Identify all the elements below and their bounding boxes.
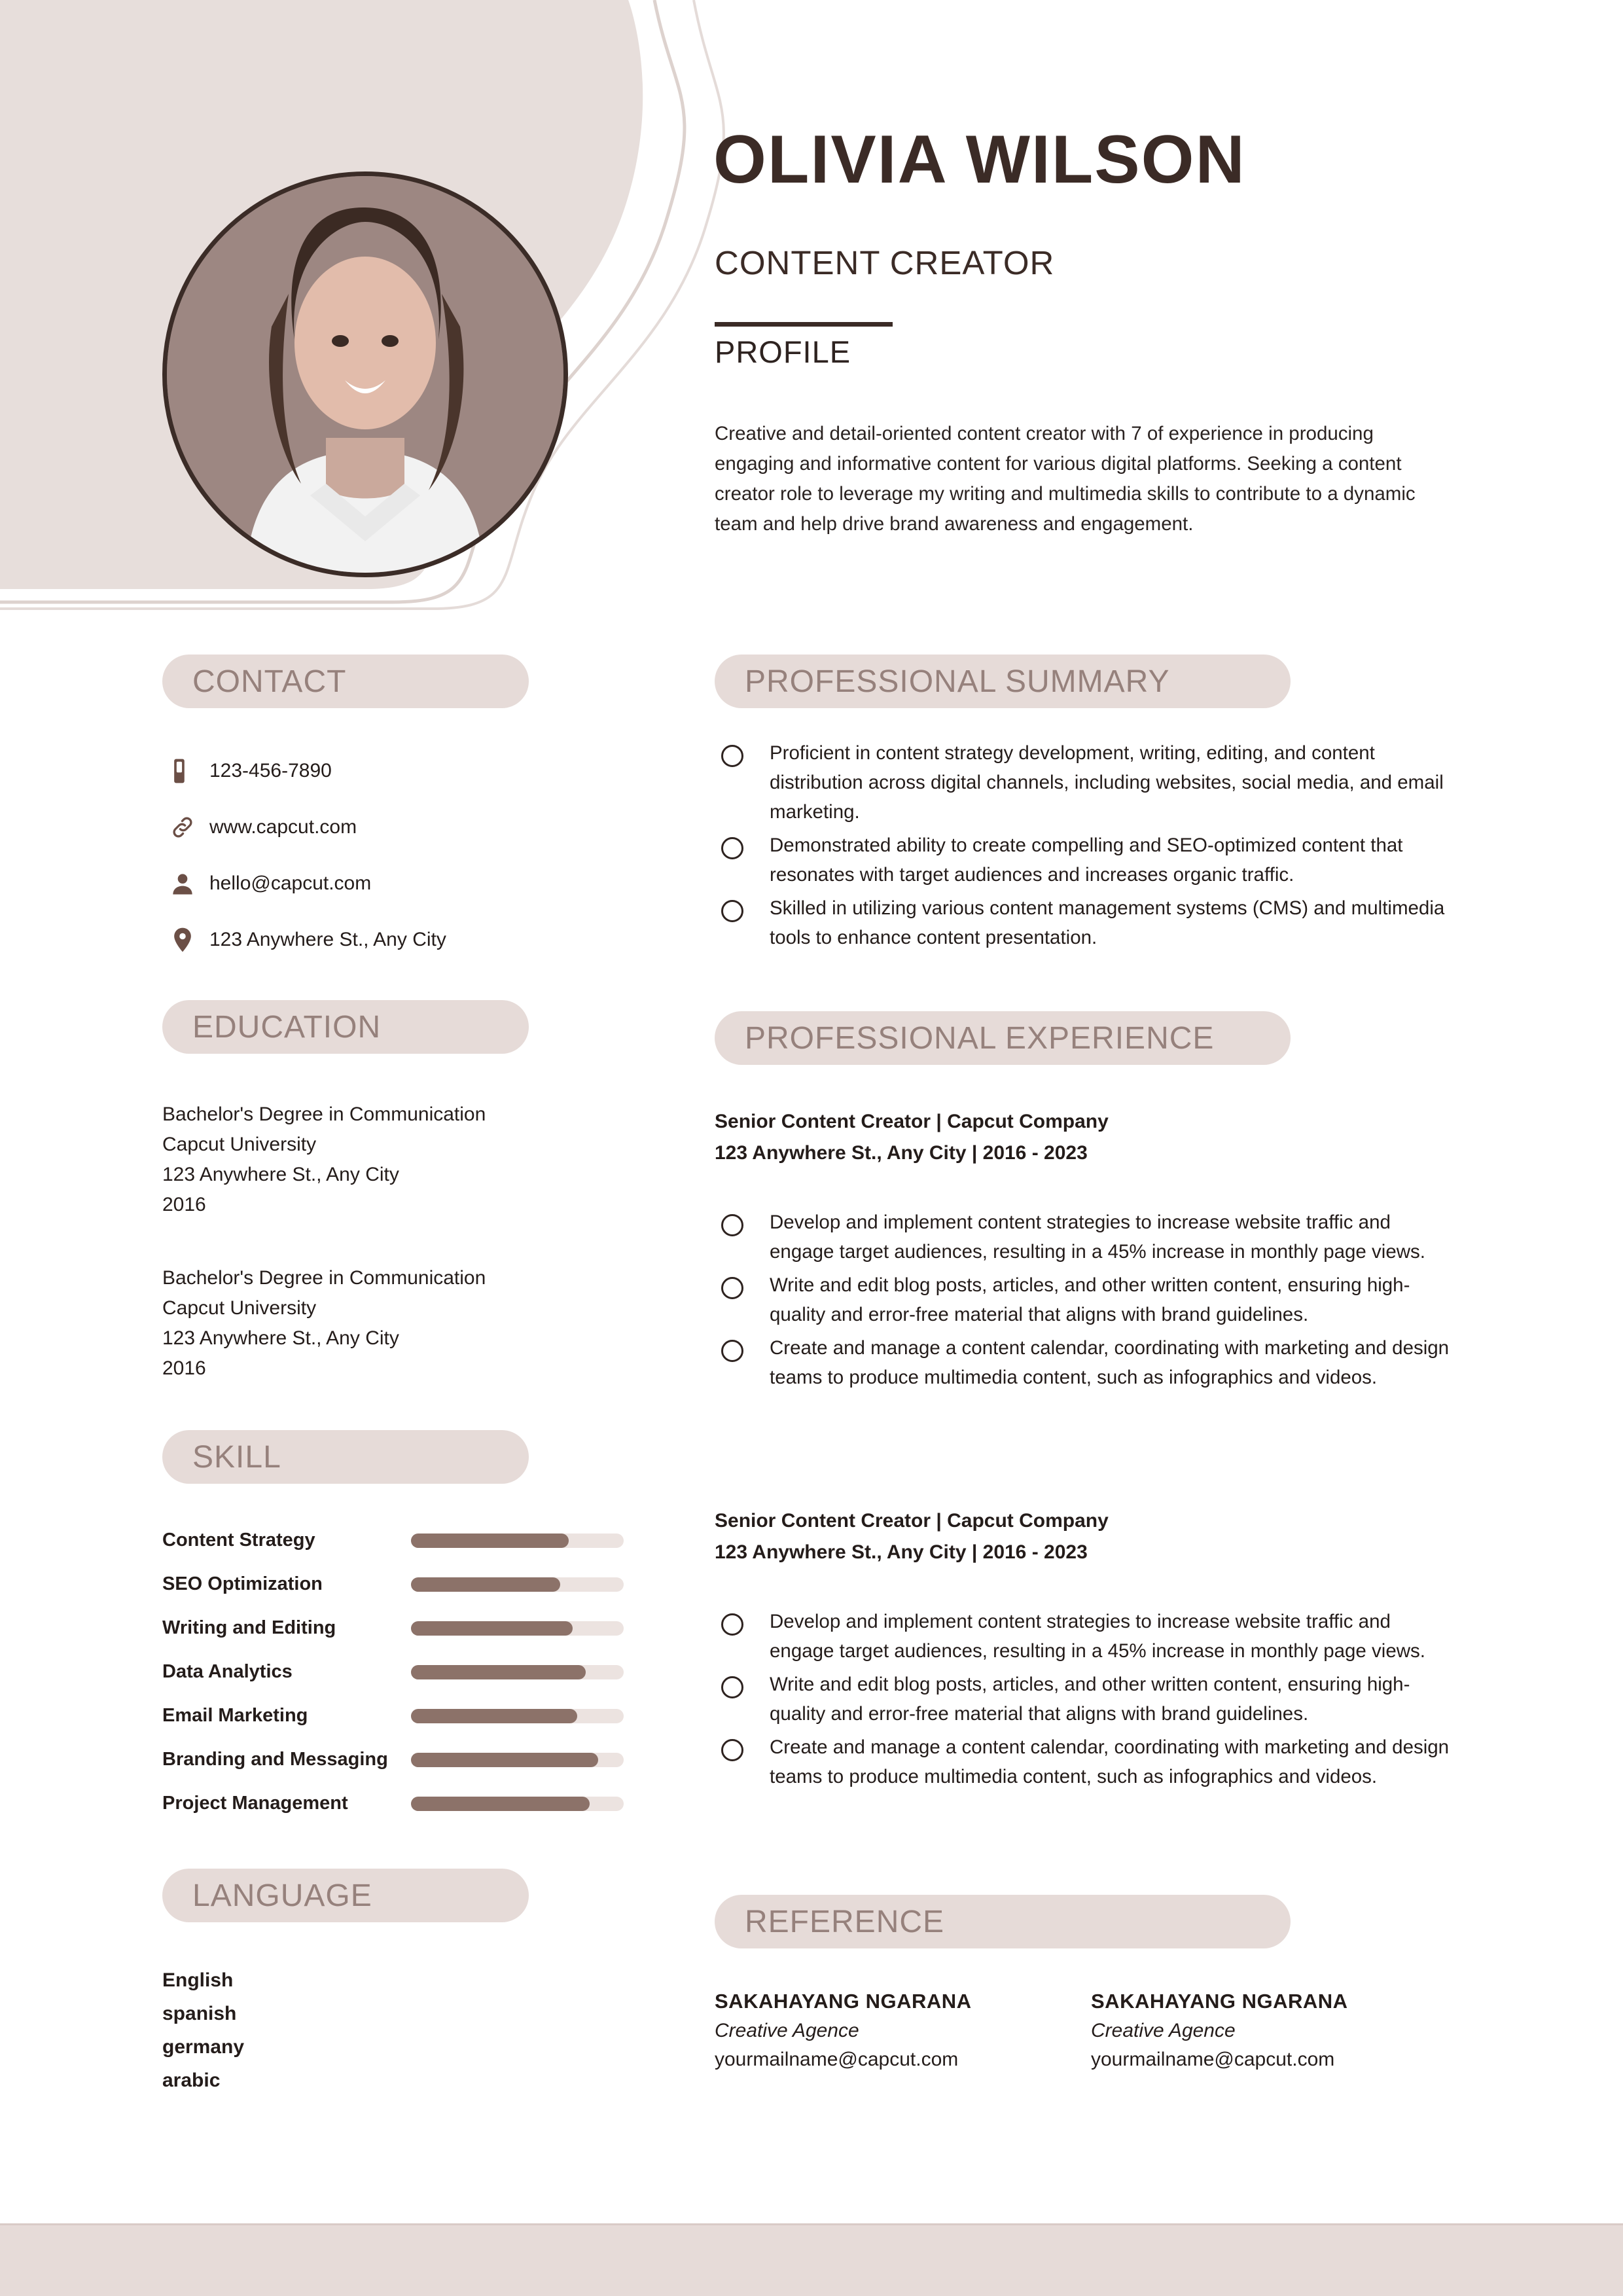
reference-name: SAKAHAYANG NGARANA [1091,1990,1348,2013]
skill-label: Project Management [162,1793,348,1814]
skill-progress-fill [411,1665,586,1679]
education-entry [162,1263,725,1384]
circle-bullet-icon [721,837,743,859]
reference-email[interactable]: yourmailname@capcut.com [715,2049,959,2070]
list-item [715,1270,1454,1329]
experience-heading: PROFESSIONAL EXPERIENCE [715,1011,1291,1065]
profile-heading: PROFILE [715,334,851,369]
education-year: 2016 [162,1194,206,1215]
skill-label: Writing and Editing [162,1617,336,1638]
job-role: CONTENT CREATOR [715,244,1055,281]
skill-progress-track [411,1797,624,1811]
contact-heading: CONTACT [162,655,529,708]
job-bullets [715,1208,1454,1396]
list-item [715,893,1454,952]
location-pin-icon [162,920,203,960]
skill-row [162,1738,633,1782]
skill-progress-track [411,1534,624,1548]
contact-item-phone[interactable] [162,743,647,799]
job-meta: 123 Anywhere St., Any City | 2016 - 2023 [715,1541,1088,1563]
skill-heading: SKILL [162,1430,529,1484]
skill-label: Branding and Messaging [162,1749,388,1770]
job-bullets [715,1607,1454,1795]
education-entry [162,1100,725,1220]
language-item: germany [162,2036,245,2058]
job-title: Senior Content Creator | Capcut Company [715,1510,1109,1532]
contact-value: hello@capcut.com [209,872,372,894]
divider [715,322,893,327]
education-year: 2016 [162,1357,206,1379]
reference-name: SAKAHAYANG NGARANA [715,1990,972,2013]
list-item [715,1732,1454,1791]
language-item: arabic [162,2070,221,2091]
contact-item-address[interactable] [162,912,647,968]
skill-label: SEO Optimization [162,1573,323,1594]
skill-progress-fill [411,1797,590,1811]
job-title: Senior Content Creator | Capcut Company [715,1111,1109,1132]
list-item [715,1670,1454,1729]
skill-label: Email Marketing [162,1705,308,1726]
reference-item [1091,1990,1467,2071]
circle-bullet-icon [721,1277,743,1299]
education-school: Capcut University [162,1297,317,1319]
profile-text: Creative and detail-oriented content creator with 7 of experience in producing engaging and informative content for various digital platforms. Seeking a content creator role to leverage my writing and multimedia skills to contribute to a dynamic team and help drive brand awareness and engagement. [715,423,1416,535]
contact-item-website[interactable] [162,799,647,855]
contact-value: www.capcut.com [209,816,357,838]
skill-row [162,1650,633,1694]
list-item [715,1607,1454,1666]
list-item [715,738,1454,827]
contact-list [162,743,647,968]
skill-progress-fill [411,1534,569,1548]
skill-progress-track [411,1665,624,1679]
skill-label: Content Strategy [162,1530,315,1551]
skill-progress-fill [411,1621,573,1636]
skill-progress-fill [411,1577,560,1592]
circle-bullet-icon [721,1214,743,1236]
skill-row [162,1694,633,1738]
language-list [162,1964,244,2097]
skill-progress-track [411,1753,624,1767]
skill-progress-track [411,1621,624,1636]
reference-role: Creative Agence [1091,2020,1236,2041]
skill-progress-track [411,1577,624,1592]
contact-value: 123-456-7890 [209,760,332,781]
person-icon [162,863,203,904]
bullet-text: Create and manage a content calendar, coordinating with marketing and design teams to produce multimedia content, such as infographics and videos. [770,1736,1450,1787]
contact-item-email[interactable] [162,855,647,912]
footer-band [0,2225,1623,2296]
summary-heading: PROFESSIONAL SUMMARY [715,655,1291,708]
bullet-text: Write and edit blog posts, articles, and other written content, ensuring high-quality and error-free material that aligns with brand guidelines. [770,1674,1410,1725]
skill-row [162,1606,633,1650]
job-entry-header [715,1505,1454,1568]
reference-role: Creative Agence [715,2020,859,2041]
reference-list [715,1990,1467,2071]
avatar [162,171,568,577]
language-item: English [162,1969,234,1991]
bullet-text: Create and manage a content calendar, coordinating with marketing and design teams to produce multimedia content, such as infographics and videos. [770,1337,1450,1388]
summary-bullets [715,738,1454,956]
skill-row [162,1518,633,1562]
bullet-text: Develop and implement content strategies to increase website traffic and engage target audiences, resulting in a 45% increase in monthly page views. [770,1211,1425,1263]
education-school: Capcut University [162,1134,317,1155]
skill-label: Data Analytics [162,1661,293,1682]
skill-progress-track [411,1709,624,1723]
list-item [715,1333,1454,1392]
reference-heading: REFERENCE [715,1895,1291,1948]
skill-list [162,1518,633,1825]
language-item: spanish [162,2003,237,2024]
circle-bullet-icon [721,900,743,922]
language-heading: LANGUAGE [162,1869,529,1922]
bullet-text: Develop and implement content strategies to increase website traffic and engage target audiences, resulting in a 45% increase in monthly page views. [770,1611,1425,1662]
education-heading: EDUCATION [162,1000,529,1054]
list-item [715,831,1454,889]
education-address: 123 Anywhere St., Any City [162,1327,399,1349]
bullet-text: Write and edit blog posts, articles, and other written content, ensuring high-quality and error-free material that aligns with brand guidelines. [770,1274,1410,1325]
job-meta: 123 Anywhere St., Any City | 2016 - 2023 [715,1142,1088,1164]
bullet-text: Demonstrated ability to create compelling and SEO-optimized content that resonates with target audiences and increases organic traffic. [770,834,1403,886]
circle-bullet-icon [721,1613,743,1636]
job-entry-header [715,1106,1454,1169]
education-degree: Bachelor's Degree in Communication [162,1103,486,1125]
list-item [715,1208,1454,1266]
education-degree: Bachelor's Degree in Communication [162,1267,486,1289]
circle-bullet-icon [721,1739,743,1761]
portrait-photo-icon [167,176,563,573]
page-title: OLIVIA WILSON [713,122,1246,198]
skill-row [162,1782,633,1825]
link-icon [162,807,203,848]
skill-row [162,1562,633,1606]
circle-bullet-icon [721,1340,743,1362]
skill-progress-fill [411,1709,577,1723]
reference-item [715,1990,1091,2071]
reference-email[interactable]: yourmailname@capcut.com [1091,2049,1335,2070]
contact-value: 123 Anywhere St., Any City [209,929,446,950]
education-address: 123 Anywhere St., Any City [162,1164,399,1185]
circle-bullet-icon [721,745,743,767]
skill-progress-fill [411,1753,598,1767]
phone-icon [162,751,203,791]
circle-bullet-icon [721,1676,743,1698]
bullet-text: Skilled in utilizing various content management systems (CMS) and multimedia tools to enhance content presentation. [770,897,1445,948]
bullet-text: Proficient in content strategy development, writing, editing, and content distribution across digital channels, including websites, social media, and email marketing. [770,742,1444,823]
